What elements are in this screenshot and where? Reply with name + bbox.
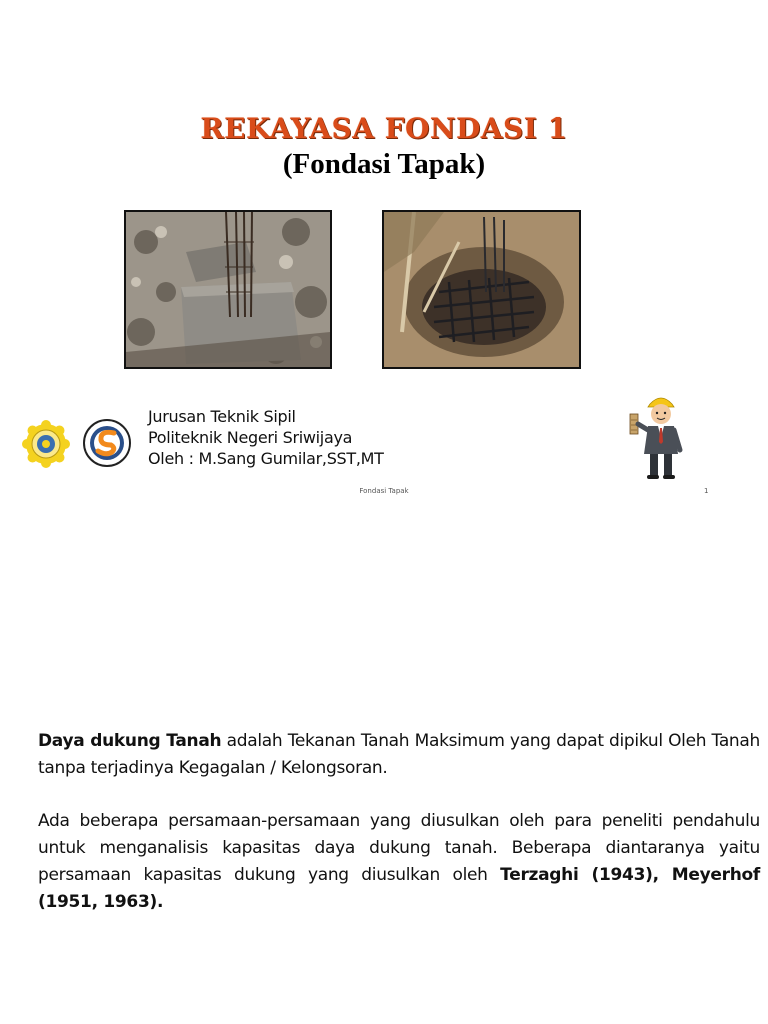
- definition-paragraph: [38, 728, 760, 782]
- engineer-mascot-icon: [628, 392, 688, 482]
- teknik-sipil-logo-icon: [82, 418, 132, 468]
- definition-text: adalah Tekanan Tanah Maksimum yang dapat dipikul Oleh Tanah tanpa terjadinya Kegagalan / Kelongsoran.: [38, 731, 761, 778]
- info-line-author: Oleh : M.Sang Gumilar,SST,MT: [148, 449, 384, 468]
- methods-paragraph: [38, 808, 760, 916]
- definition-term: Daya dukung Tanah: [38, 731, 222, 751]
- author-info: [148, 406, 384, 469]
- methods-references: Terzaghi (1943), Meyerhof (1951, 1963).: [38, 865, 760, 912]
- polsri-logo-icon: [22, 420, 70, 468]
- slide-footer: Fondasi Tapak: [359, 487, 409, 495]
- methods-text: Ada beberapa persamaan-persamaan yang diusulkan oleh para peneliti pendahulu untuk menganalisis kapasitas daya dukung tanah. Beberapa diantaranya yaitu persamaan kapasitas dukung yang diusulkan oleh: [38, 811, 760, 885]
- footing-photo-right: [382, 210, 581, 369]
- footing-photo-left: [124, 210, 332, 369]
- page-number: 1: [704, 487, 709, 495]
- info-line-department: Jurusan Teknik Sipil: [148, 407, 296, 426]
- slide-2: [0, 512, 768, 1024]
- info-line-institution: Politeknik Negeri Sriwijaya: [148, 428, 353, 447]
- slide-subtitle: (Fondasi Tapak): [282, 148, 486, 180]
- slide-title: REKAYASA FONDASI 1: [200, 112, 568, 145]
